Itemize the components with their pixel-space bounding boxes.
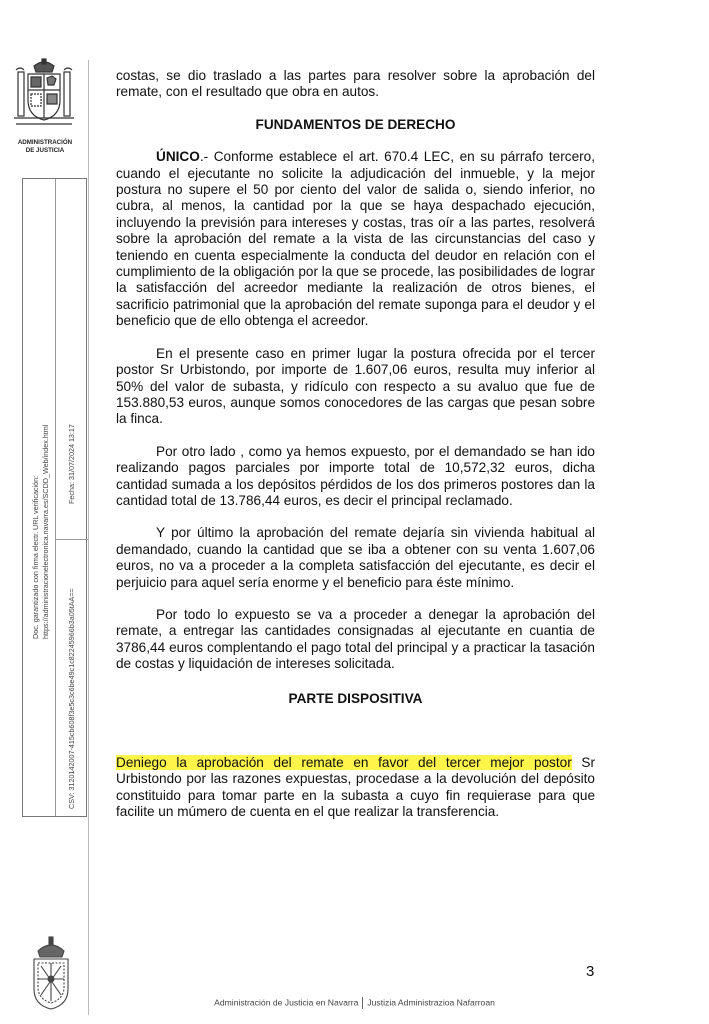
fecha-text: Fecha: 31/07/2024 13:17 bbox=[67, 424, 76, 504]
fundamentos-heading: FUNDAMENTOS DE DERECHO bbox=[255, 116, 456, 132]
verify-text-line1: Doc. garantizado con firma electr. URL verificación: bbox=[31, 475, 40, 639]
admin-label-line2: DE JUSTICIA bbox=[25, 147, 65, 154]
coat-of-arms-logo bbox=[12, 58, 76, 132]
footer-separator bbox=[362, 997, 363, 1009]
footer-left: Administración de Justicia en Navarra bbox=[214, 997, 359, 1008]
verify-text-line2[interactable]: https://administracionelectronica.navarra.es/SCDD_Web/index.html bbox=[41, 424, 50, 639]
footer bbox=[0, 997, 709, 1009]
admin-label-line1: ADMINISTRACIÓN bbox=[17, 139, 73, 146]
unico-text: .- Conforme establece el art. 670.4 LEC, en su párrafo tercero, cuando el ejecutante no solicite la adjudicación del inmueble, y la mejor postura no supere el 50 por ciento del valor de salida o, siendo inferior, no cubra, al menos, la cantidad por la que se haya despachado ejecución, incluyendo la previsión para intereses y costas, tras oír a las partes, resolverá sobre la aprobación del remate a la vista de las circunstancias del caso y teniendo en cuenta especialmente la conducta del deudor en relación con el cumplimiento de la obligación por la que se procede, las posibilidades de lograr la satisfacción del acreedor mediante la realización de otros bienes, el sacrificio patrimonial que la aprobación del remate suponga para el deudor y el beneficio que de ello obtenga el acreedor. bbox=[116, 149, 595, 329]
page-number: 3 bbox=[586, 963, 595, 980]
unico-label: ÚNICO bbox=[156, 149, 200, 165]
deniego-highlight: Deniego la aprobación del remate en favor del tercer mejor postor bbox=[116, 755, 572, 770]
por-todo-paragraph: Por todo lo expuesto se va a proceder a denegar la aprobación del remate, a entregar las cantidades consignadas al ejecutante en cuantia de 3786,44 euros complentando el pago total del principal y a practicar la tasación de costas y liquidación de intereses solicitada. bbox=[116, 606, 595, 672]
unico-paragraph bbox=[116, 149, 595, 329]
admin-justicia-label bbox=[6, 139, 84, 155]
margin-rule bbox=[88, 60, 89, 1015]
document-body bbox=[116, 68, 595, 821]
deniego-text: Sr Urbistondo por las razones expuestas, procedase a la devolución del depósito constituido para tomar parte en la subasta a cuyo fin requierase para que facilite un múmero de cuenta en el que realizar la transferencia. bbox=[116, 755, 596, 820]
presente-paragraph: En el presente caso en primer lugar la postura ofrecida por el tercer postor Sr Urbistondo, por importe de 1.607,06 euros, resulta muy inferior al 50% del valor de subasta, y ridículo con respecto a su avaluo que fue de 153.880,53 euros, aunque somos conocedores de las cargas que pesan sobre la finca. bbox=[116, 345, 595, 427]
intro-paragraph: costas, se dio traslado a las partes para resolver sobre la aprobación del remate, con el resultado que obra en autos. bbox=[116, 68, 595, 100]
verify-divider bbox=[56, 539, 88, 540]
footer-right: Justizia Administrazioa Nafarroan bbox=[367, 997, 495, 1008]
otro-lado-paragraph: Por otro lado , como ya hemos expuesto, por el demandado se han ido realizando pagos parciales por importe total de 10,572,32 euros, dicha cantidad sumada a los depósitos pérdidos de los dos primeros postores dan la cantidad total de 13.786,44 euros, es decir el principal reclamado. bbox=[116, 443, 595, 508]
signature-verification-box bbox=[22, 178, 87, 817]
ultimo-paragraph: Y por último la aprobación del remate dejaría sin vivienda habitual al demandado, cuando la cantidad que se iba a obtener con su venta 1.607,06 euros, no va a proceder a la completa satisfacción del ejecutante, es decir el perjuicio para aquel sería enorme y el beneficio para éste mínimo. bbox=[116, 525, 595, 590]
verify-csv-column bbox=[56, 179, 88, 816]
parte-dispositiva-heading: PARTE DISPOSITIVA bbox=[288, 690, 423, 706]
csv-text: CSV: 3120142007-415cb608f3e5c3c6be49c1c82245966b3a05tAA== bbox=[67, 588, 76, 809]
deniego-paragraph bbox=[116, 755, 595, 821]
verify-url-column bbox=[23, 179, 56, 816]
